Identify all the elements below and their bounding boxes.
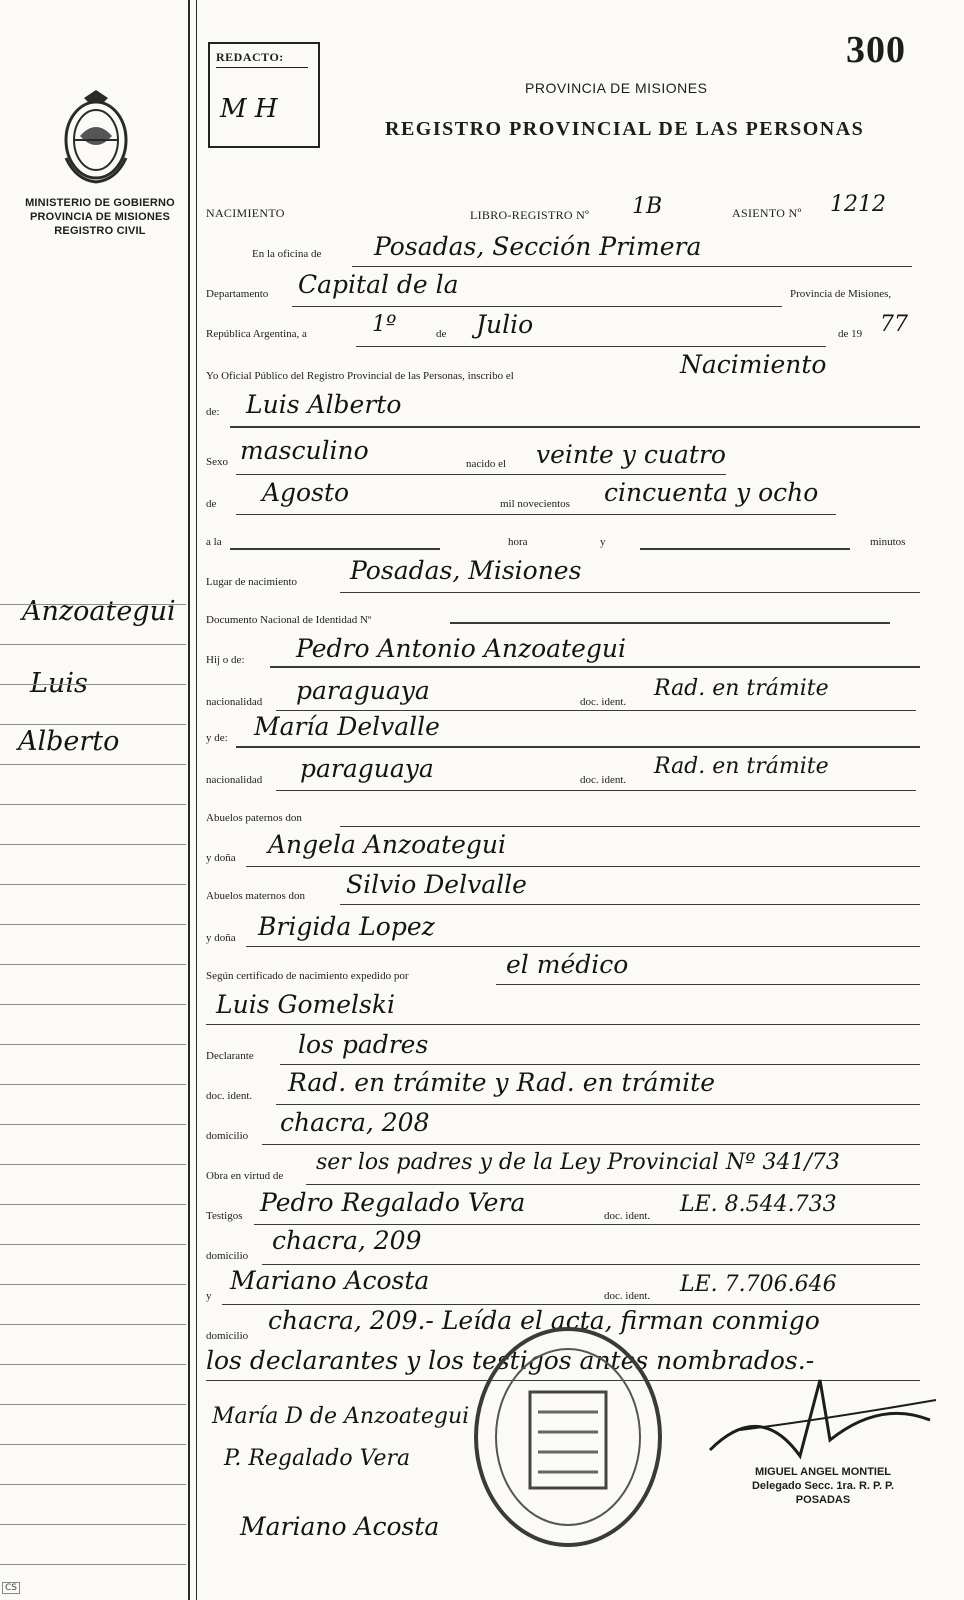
nacido-value: veinte y cuatro bbox=[536, 440, 726, 469]
de-mes-label: de bbox=[206, 498, 217, 510]
madre-value: María Delvalle bbox=[254, 712, 440, 741]
medico-rule bbox=[206, 1024, 920, 1025]
madre-rule bbox=[236, 746, 920, 748]
domicilio-label: domicilio bbox=[206, 1130, 249, 1142]
testigos-label: Testigos bbox=[206, 1210, 243, 1222]
margin-rule-line bbox=[0, 1564, 186, 1565]
hora-label: hora bbox=[508, 536, 528, 548]
testigo2-y-label: y bbox=[206, 1290, 212, 1302]
a-la-label: a la bbox=[206, 536, 222, 548]
nacido-label: nacido el bbox=[466, 458, 507, 470]
de-label-date: de bbox=[436, 328, 447, 340]
margin-rule-line bbox=[0, 804, 186, 805]
ministry-line-2: PROVINCIA DE MISIONES bbox=[29, 211, 171, 223]
padre-nacionalidad-label: nacionalidad bbox=[206, 696, 263, 708]
abuelo-materno-value: Silvio Delvalle bbox=[346, 870, 527, 899]
abuelo-paterno-rule bbox=[340, 826, 920, 827]
margin-rule-line bbox=[0, 1324, 186, 1325]
mil-novecientos-label: mil novecientos bbox=[500, 498, 570, 510]
oficina-value: Posadas, Sección Primera bbox=[374, 232, 702, 261]
libro-label: LIBRO-REGISTRO Nº bbox=[470, 208, 590, 222]
scanner-badge: CS bbox=[2, 1582, 20, 1594]
abuelos-maternos-label: Abuelos maternos don bbox=[206, 890, 305, 902]
margin-rule-line bbox=[0, 964, 186, 965]
testigo1-rule bbox=[254, 1224, 920, 1225]
fecha-rule bbox=[356, 346, 826, 347]
hora-blank bbox=[230, 548, 440, 550]
departamento-rule bbox=[292, 306, 782, 307]
acto-value: Nacimiento bbox=[680, 350, 827, 379]
ministry-heading bbox=[10, 196, 190, 238]
official-block bbox=[728, 1465, 918, 1507]
departamento-value: Capital de la bbox=[298, 270, 459, 299]
margin-rule-line bbox=[0, 1284, 186, 1285]
provincial-seal-icon bbox=[60, 88, 132, 186]
redacto-box bbox=[208, 42, 320, 148]
sexo-value: masculino bbox=[240, 436, 369, 465]
margin-rule-line bbox=[0, 684, 186, 685]
registry-title: REGISTRO PROVINCIAL DE LAS PERSONAS bbox=[385, 118, 865, 140]
abuela-paterna-value: Angela Anzoategui bbox=[268, 830, 507, 859]
left-margin-column bbox=[0, 0, 196, 1600]
padre-doc-label: doc. ident. bbox=[580, 696, 627, 708]
provincia-label: Provincia de Misiones, bbox=[790, 288, 892, 300]
margin-rule-line bbox=[0, 1524, 186, 1525]
signature-mother: María D de Anzoategui bbox=[212, 1404, 470, 1429]
ministry-line-3: REGISTRO CIVIL bbox=[54, 225, 146, 237]
madre-nacionalidad-label: nacionalidad bbox=[206, 774, 263, 786]
ministry-line-1: MINISTERIO DE GOBIERNO bbox=[25, 197, 175, 209]
lugar-label: Lugar de nacimiento bbox=[206, 576, 298, 588]
oficina-label: En la oficina de bbox=[252, 248, 322, 260]
nombre-value: Luis Alberto bbox=[246, 390, 402, 419]
minutos-label: minutos bbox=[870, 536, 906, 548]
margin-middle-name: Alberto bbox=[18, 726, 120, 757]
abuela-materna-rule bbox=[246, 946, 920, 947]
testigo1-value: Pedro Regalado Vera bbox=[260, 1188, 526, 1217]
y-label: y bbox=[600, 536, 606, 548]
official-name: MIGUEL ANGEL MONTIEL bbox=[754, 1466, 892, 1478]
margin-rule-line bbox=[0, 884, 186, 885]
margin-rule-line bbox=[0, 604, 186, 605]
abuelos-paternos-label: Abuelos paternos don bbox=[206, 812, 302, 824]
official-stamp-icon bbox=[468, 1322, 668, 1552]
cierre-value: los declarantes y los testigos antes nombrados.- bbox=[206, 1346, 815, 1375]
departamento-label: Departamento bbox=[206, 288, 269, 300]
certificado-label: Según certificado de nacimiento expedido por bbox=[206, 970, 409, 982]
testigo1-doc-label: doc. ident. bbox=[604, 1210, 651, 1222]
margin-rule-line bbox=[0, 924, 186, 925]
margin-rule-line bbox=[0, 844, 186, 845]
abuela-paterna-label: y doña bbox=[206, 852, 236, 864]
testigo1-domicilio-label: domicilio bbox=[206, 1250, 249, 1262]
minutos-blank bbox=[640, 548, 850, 550]
province-title: PROVINCIA DE MISIONES bbox=[525, 80, 708, 96]
abuela-paterna-rule bbox=[246, 866, 920, 867]
oficial-text: Yo Oficial Público del Registro Provincial de las Personas, inscribo el bbox=[206, 370, 514, 382]
folio-number: 300 bbox=[846, 29, 906, 71]
nacido-anio-value: cincuenta y ocho bbox=[604, 478, 819, 507]
margin-rule-line bbox=[0, 724, 186, 725]
dni-blank bbox=[450, 622, 890, 624]
margin-rule-line bbox=[0, 1004, 186, 1005]
de-nombre-label: de: bbox=[206, 406, 220, 418]
margin-rule-line bbox=[0, 1124, 186, 1125]
margin-rule-line bbox=[0, 1164, 186, 1165]
madre-nacionalidad-value: paraguaya bbox=[300, 754, 434, 783]
nacido-rule bbox=[236, 514, 836, 515]
y-de-label: y de: bbox=[206, 732, 228, 744]
madre-doc-value: Rad. en trámite bbox=[654, 754, 829, 779]
abuelo-materno-rule bbox=[340, 904, 920, 905]
abuela-materna-label: y doña bbox=[206, 932, 236, 944]
testigo2-doc-label: doc. ident. bbox=[604, 1290, 651, 1302]
margin-rule-line bbox=[0, 1084, 186, 1085]
testigo2-domicilio-value: chacra, 209.- Leída el acta, firman conmigo bbox=[268, 1306, 820, 1335]
certificado-rule bbox=[496, 984, 920, 985]
obra-label: Obra en virtud de bbox=[206, 1170, 284, 1182]
padre-nac-rule bbox=[276, 710, 916, 711]
padre-value: Pedro Antonio Anzoategui bbox=[296, 634, 627, 663]
libro-value: 1B bbox=[632, 194, 663, 219]
margin-rule-line bbox=[0, 1364, 186, 1365]
inscription-year: 77 bbox=[880, 312, 908, 337]
abuela-materna-value: Brigida Lopez bbox=[258, 912, 435, 941]
madre-doc-label: doc. ident. bbox=[580, 774, 627, 786]
declarante-doc-value: Rad. en trámite y Rad. en trámite bbox=[288, 1068, 715, 1097]
domicilio-value: chacra, 208 bbox=[280, 1108, 430, 1137]
obra-rule bbox=[306, 1184, 920, 1185]
padre-nacionalidad-value: paraguaya bbox=[296, 676, 430, 705]
certificado-value: el médico bbox=[506, 950, 629, 979]
margin-rule-line bbox=[0, 1204, 186, 1205]
declarante-doc-rule bbox=[276, 1104, 920, 1105]
lugar-value: Posadas, Misiones bbox=[350, 556, 582, 585]
madre-nac-rule bbox=[276, 790, 916, 791]
testigo2-doc-value: LE. 7.706.646 bbox=[680, 1272, 837, 1297]
dni-label: Documento Nacional de Identidad Nº bbox=[206, 614, 372, 626]
signature-witness-1: P. Regalado Vera bbox=[224, 1446, 411, 1471]
testigo2-rule bbox=[222, 1304, 920, 1305]
margin-first-name: Luis bbox=[30, 668, 88, 699]
testigo1-dom-rule bbox=[262, 1264, 920, 1265]
asiento-label: ASIENTO Nº bbox=[732, 206, 802, 220]
declarante-value: los padres bbox=[298, 1030, 429, 1059]
margin-rule-line bbox=[0, 1244, 186, 1245]
margin-divider-line-inner bbox=[196, 0, 197, 1600]
sexo-rule bbox=[236, 474, 726, 475]
margin-rule-line bbox=[0, 1444, 186, 1445]
declarante-rule bbox=[280, 1064, 920, 1065]
anio-label: de 19 bbox=[838, 328, 863, 340]
margin-rule-line bbox=[0, 1404, 186, 1405]
testigo1-domicilio-value: chacra, 209 bbox=[272, 1226, 422, 1255]
margin-rule-line bbox=[0, 1044, 186, 1045]
domicilio-rule bbox=[262, 1144, 920, 1145]
redacto-label: REDACTO: bbox=[216, 50, 308, 68]
republica-label: República Argentina, a bbox=[206, 328, 307, 340]
declarante-label: Declarante bbox=[206, 1050, 254, 1062]
official-signature-icon bbox=[700, 1360, 940, 1470]
inscription-day: 1º bbox=[372, 312, 397, 337]
asiento-value: 1212 bbox=[830, 192, 886, 217]
redacto-initials: M H bbox=[220, 94, 278, 124]
record-type-label: NACIMIENTO bbox=[206, 206, 285, 220]
padre-rule bbox=[270, 666, 920, 668]
official-role: Delegado Secc. 1ra. R. P. P. bbox=[751, 1480, 895, 1492]
official-city: POSADAS bbox=[795, 1494, 851, 1506]
margin-rule-line bbox=[0, 764, 186, 765]
nacido-mes-value: Agosto bbox=[262, 478, 350, 507]
padre-doc-value: Rad. en trámite bbox=[654, 676, 829, 701]
testigo2-domicilio-label: domicilio bbox=[206, 1330, 249, 1342]
inscription-month: Julio bbox=[476, 310, 534, 339]
margin-rule-line bbox=[0, 644, 186, 645]
declarante-doc-label: doc. ident. bbox=[206, 1090, 253, 1102]
margin-surname: Anzoategui bbox=[22, 596, 176, 627]
medico-value: Luis Gomelski bbox=[216, 990, 395, 1019]
oficina-rule bbox=[352, 266, 912, 267]
nombre-rule bbox=[230, 426, 920, 428]
margin-divider-line bbox=[188, 0, 190, 1600]
obra-value: ser los padres y de la Ley Provincial Nº 341/73 bbox=[316, 1150, 840, 1175]
lugar-rule bbox=[340, 592, 920, 593]
testigo2-value: Mariano Acosta bbox=[230, 1266, 430, 1295]
testigo1-doc-value: LE. 8.544.733 bbox=[680, 1192, 837, 1217]
margin-rule-line bbox=[0, 1484, 186, 1485]
hijo-de-label: Hij o de: bbox=[206, 654, 245, 666]
sexo-label: Sexo bbox=[206, 456, 228, 468]
signature-witness-2: Mariano Acosta bbox=[240, 1512, 440, 1541]
